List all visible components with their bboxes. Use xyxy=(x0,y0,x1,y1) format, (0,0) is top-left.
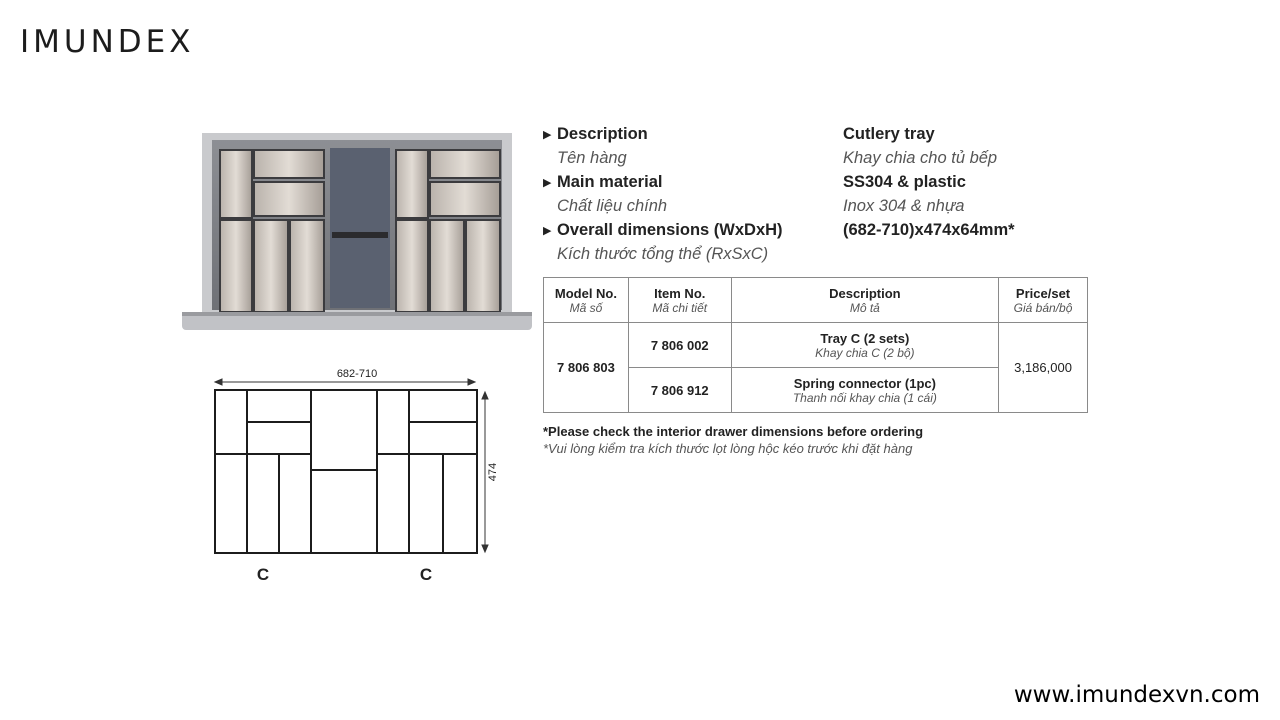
spec-label: Chất liệu chính xyxy=(557,196,668,215)
spec-description-en xyxy=(543,122,1015,146)
note-english: *Please check the interior drawer dimensions before ordering xyxy=(543,424,924,439)
spec-label: Overall dimensions (WxDxH) xyxy=(557,220,783,239)
table-row xyxy=(544,323,1088,368)
header-price: Price/set Giá bán/bộ xyxy=(999,278,1088,323)
spec-value: Cutlery tray xyxy=(843,124,935,143)
table-header-row xyxy=(544,278,1088,323)
spec-material-vi xyxy=(543,194,1015,218)
product-photo xyxy=(182,128,532,330)
spec-dimensions-en xyxy=(543,218,1015,242)
spec-material-en xyxy=(543,170,1015,194)
price-table xyxy=(543,277,1088,413)
header-description: Description Mô tả xyxy=(731,278,998,323)
cell-item-no: 7 806 002 xyxy=(628,323,731,368)
cell-price: 3,186,000 xyxy=(999,323,1088,413)
bullet-arrow-icon: ▶ xyxy=(543,128,552,141)
spec-label: Kích thước tổng thể (RxSxC) xyxy=(557,244,769,263)
spec-value: Inox 304 & nhựa xyxy=(843,196,965,215)
cell-model-no: 7 806 803 xyxy=(544,323,629,413)
notes xyxy=(543,424,923,456)
bullet-arrow-icon: ▶ xyxy=(543,176,552,189)
cell-description: Spring connector (1pc) Thanh nối khay chia (1 cái) xyxy=(731,368,998,413)
cell-description: Tray C (2 sets) Khay chia C (2 bộ) xyxy=(731,323,998,368)
spec-dimensions-vi xyxy=(543,242,1015,266)
section-label-right: C xyxy=(419,565,433,584)
spec-value: SS304 & plastic xyxy=(843,172,966,191)
spec-label: Tên hàng xyxy=(557,148,627,167)
depth-dimension-label: 474 xyxy=(487,462,499,482)
note-vietnamese: *Vui lòng kiểm tra kích thước lọt lòng hộc kéo trước khi đặt hàng xyxy=(543,441,913,456)
brand-logo: IMUNDEX xyxy=(20,24,195,60)
bullet-arrow-icon: ▶ xyxy=(543,224,552,237)
dimension-diagram xyxy=(205,362,505,587)
header-model-no: Model No. Mã số xyxy=(544,278,629,323)
spec-value: (682-710)x474x64mm* xyxy=(843,220,1015,239)
cell-item-no: 7 806 912 xyxy=(628,368,731,413)
spec-label: Main material xyxy=(557,172,663,191)
website-link[interactable]: www.imundexvn.com xyxy=(1013,682,1260,708)
spec-list xyxy=(543,122,1015,266)
width-dimension-label: 682-710 xyxy=(336,368,378,380)
section-label-left: C xyxy=(256,565,270,584)
spec-label: Description xyxy=(557,124,648,143)
header-item-no: Item No. Mã chi tiết xyxy=(628,278,731,323)
spec-description-vi xyxy=(543,146,1015,170)
spec-value: Khay chia cho tủ bếp xyxy=(843,148,998,167)
